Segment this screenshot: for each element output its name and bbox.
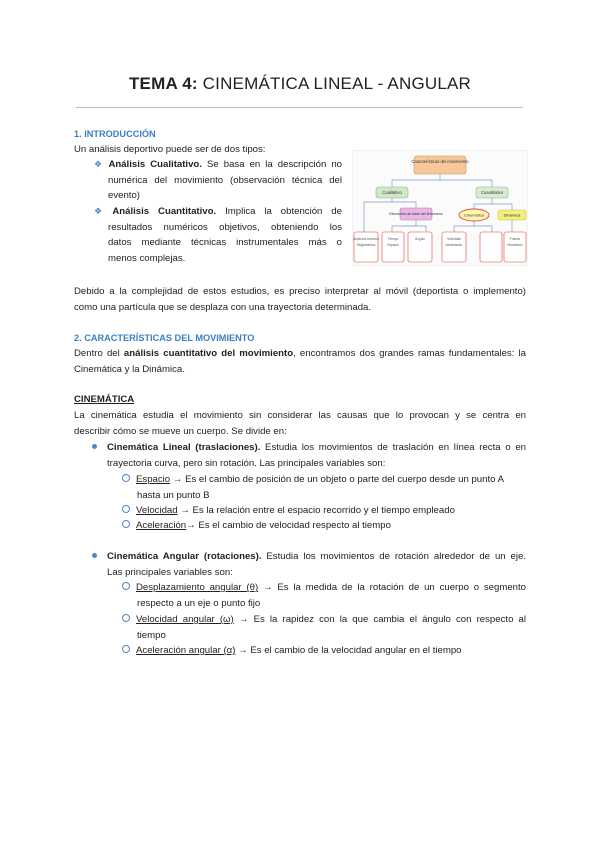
section-heading-intro: 1. INTRODUCCIÓN: [74, 129, 156, 139]
title-divider: [76, 107, 523, 108]
intro-paragraph-line2: como una partícula que se desplaza con una trayectoria determinada.: [74, 302, 372, 313]
diagram-leaf-label: Momentos: [507, 243, 523, 247]
cinematica-intro-line2: describir cómo se mueve un cuerpo. Se divide en:: [74, 426, 287, 437]
list-item-cinematica-lineal: Cinemática Lineal (traslaciones). Estudia los movimientos de traslación en línea recta o en trayectoria curva, pero sin rotación. Las principales variables son:: [92, 440, 526, 471]
diagram-leaf-label: Ángulo: [415, 237, 425, 241]
caracteristicas-line2: Cinemática y la Dinámica.: [74, 364, 185, 375]
list-item-cuantitativo: ❖ Análisis Cuantitativo. Implica la obtención de resultados numéricos objetivos, obteniendo los datos mediante técnicas instrumentales más o menos complejas.: [94, 206, 342, 264]
bullet-circle-icon: [122, 505, 130, 513]
var-velocidad: Velocidad → Es la relación entre el espacio recorrido y el tiempo empleado: [122, 503, 526, 519]
diamond-bullet-icon: ❖: [94, 206, 109, 216]
bullet-circle-icon: [122, 520, 130, 528]
diagram-cine-label: Cinemática: [463, 212, 485, 218]
list-item-cualitativo: ❖ Análisis Cualitativo. Se basa en la descripción no numérica del movimiento (observación técnica del evento): [94, 159, 342, 201]
diagram-mid-label: Elementos de base del fenómeno: [389, 212, 443, 216]
diagram-leaf-label: Tiempo: [387, 237, 399, 241]
diagram-leaf-label: Aspectos técnicos: [353, 237, 379, 241]
analysis-types-diagram: [352, 150, 528, 266]
diagram-root-label: Características del movimiento: [411, 159, 469, 164]
caracteristicas-line1: Dentro del análisis cuantitativo del movimiento, encontramos dos grandes ramas fundamentales: la: [74, 348, 527, 359]
list-item-cinematica-angular: Cinemática Angular (rotaciones). Estudia los movimientos de rotación alrededor de un eje. Las principales variables son:: [92, 549, 526, 580]
intro-lead: Un análisis deportivo puede ser de dos tipos:: [74, 144, 266, 155]
diagram-leaf-label: Reglamentos: [356, 243, 376, 247]
bullet-circle-icon: [122, 582, 130, 590]
bullet-circle-icon: [122, 474, 130, 482]
diagram-qual-label: Cualitativo: [382, 190, 402, 195]
diagram-leaf-label: Aceleración: [445, 243, 463, 247]
var-aceleracion: Aceleración→ Es el cambio de velocidad respecto al tiempo: [122, 518, 526, 534]
cinematica-intro-line1: La cinemática estudia el movimiento sin considerar las causas que lo provocan y se centra en: [74, 410, 526, 421]
var-desplazamiento-angular: Desplazamiento angular (θ) → Es la medida de la rotación de un cuerpo o segmento respecto a un eje o punto fijo: [122, 580, 526, 611]
page-title: TEMA 4: CINEMÁTICA LINEAL - ANGULAR: [128, 74, 472, 93]
var-espacio: Espacio → Es el cambio de posición de un objeto o parte del cuerpo desde un punto A hasta un punto B: [122, 472, 526, 503]
section-heading-caracteristicas: 2. CARACTERÍSTICAS DEL MOVIMIENTO: [74, 333, 255, 343]
diagram-quant-label: Cuantitativo: [480, 190, 504, 195]
var-velocidad-angular: Velocidad angular (ω) → Es la rapidez con la que cambia el ángulo con respecto al tiempo: [122, 612, 526, 643]
diagram-leaf-cine2: [480, 232, 502, 262]
diagram-leaf-label: Espacio: [387, 243, 399, 247]
intro-paragraph-line1: Debido a la complejidad de estos estudios, es preciso interpretar al móvil (deportista o implemento): [74, 286, 526, 297]
bullet-circle-icon: [122, 645, 130, 653]
diagram-dina-label: Dinámica: [503, 212, 521, 218]
cinematica-heading: CINEMÁTICA: [74, 394, 135, 405]
bullet-dot-icon: [92, 553, 97, 558]
diagram-leaf-label: Fuerza: [510, 237, 520, 241]
diamond-bullet-icon: ❖: [94, 159, 105, 169]
var-aceleracion-angular: Aceleración angular (α) → Es el cambio de la velocidad angular en el tiempo: [122, 643, 526, 659]
bullet-circle-icon: [122, 614, 130, 622]
diagram-leaf-label: Velocidad: [447, 237, 461, 241]
bullet-dot-icon: [92, 444, 97, 449]
